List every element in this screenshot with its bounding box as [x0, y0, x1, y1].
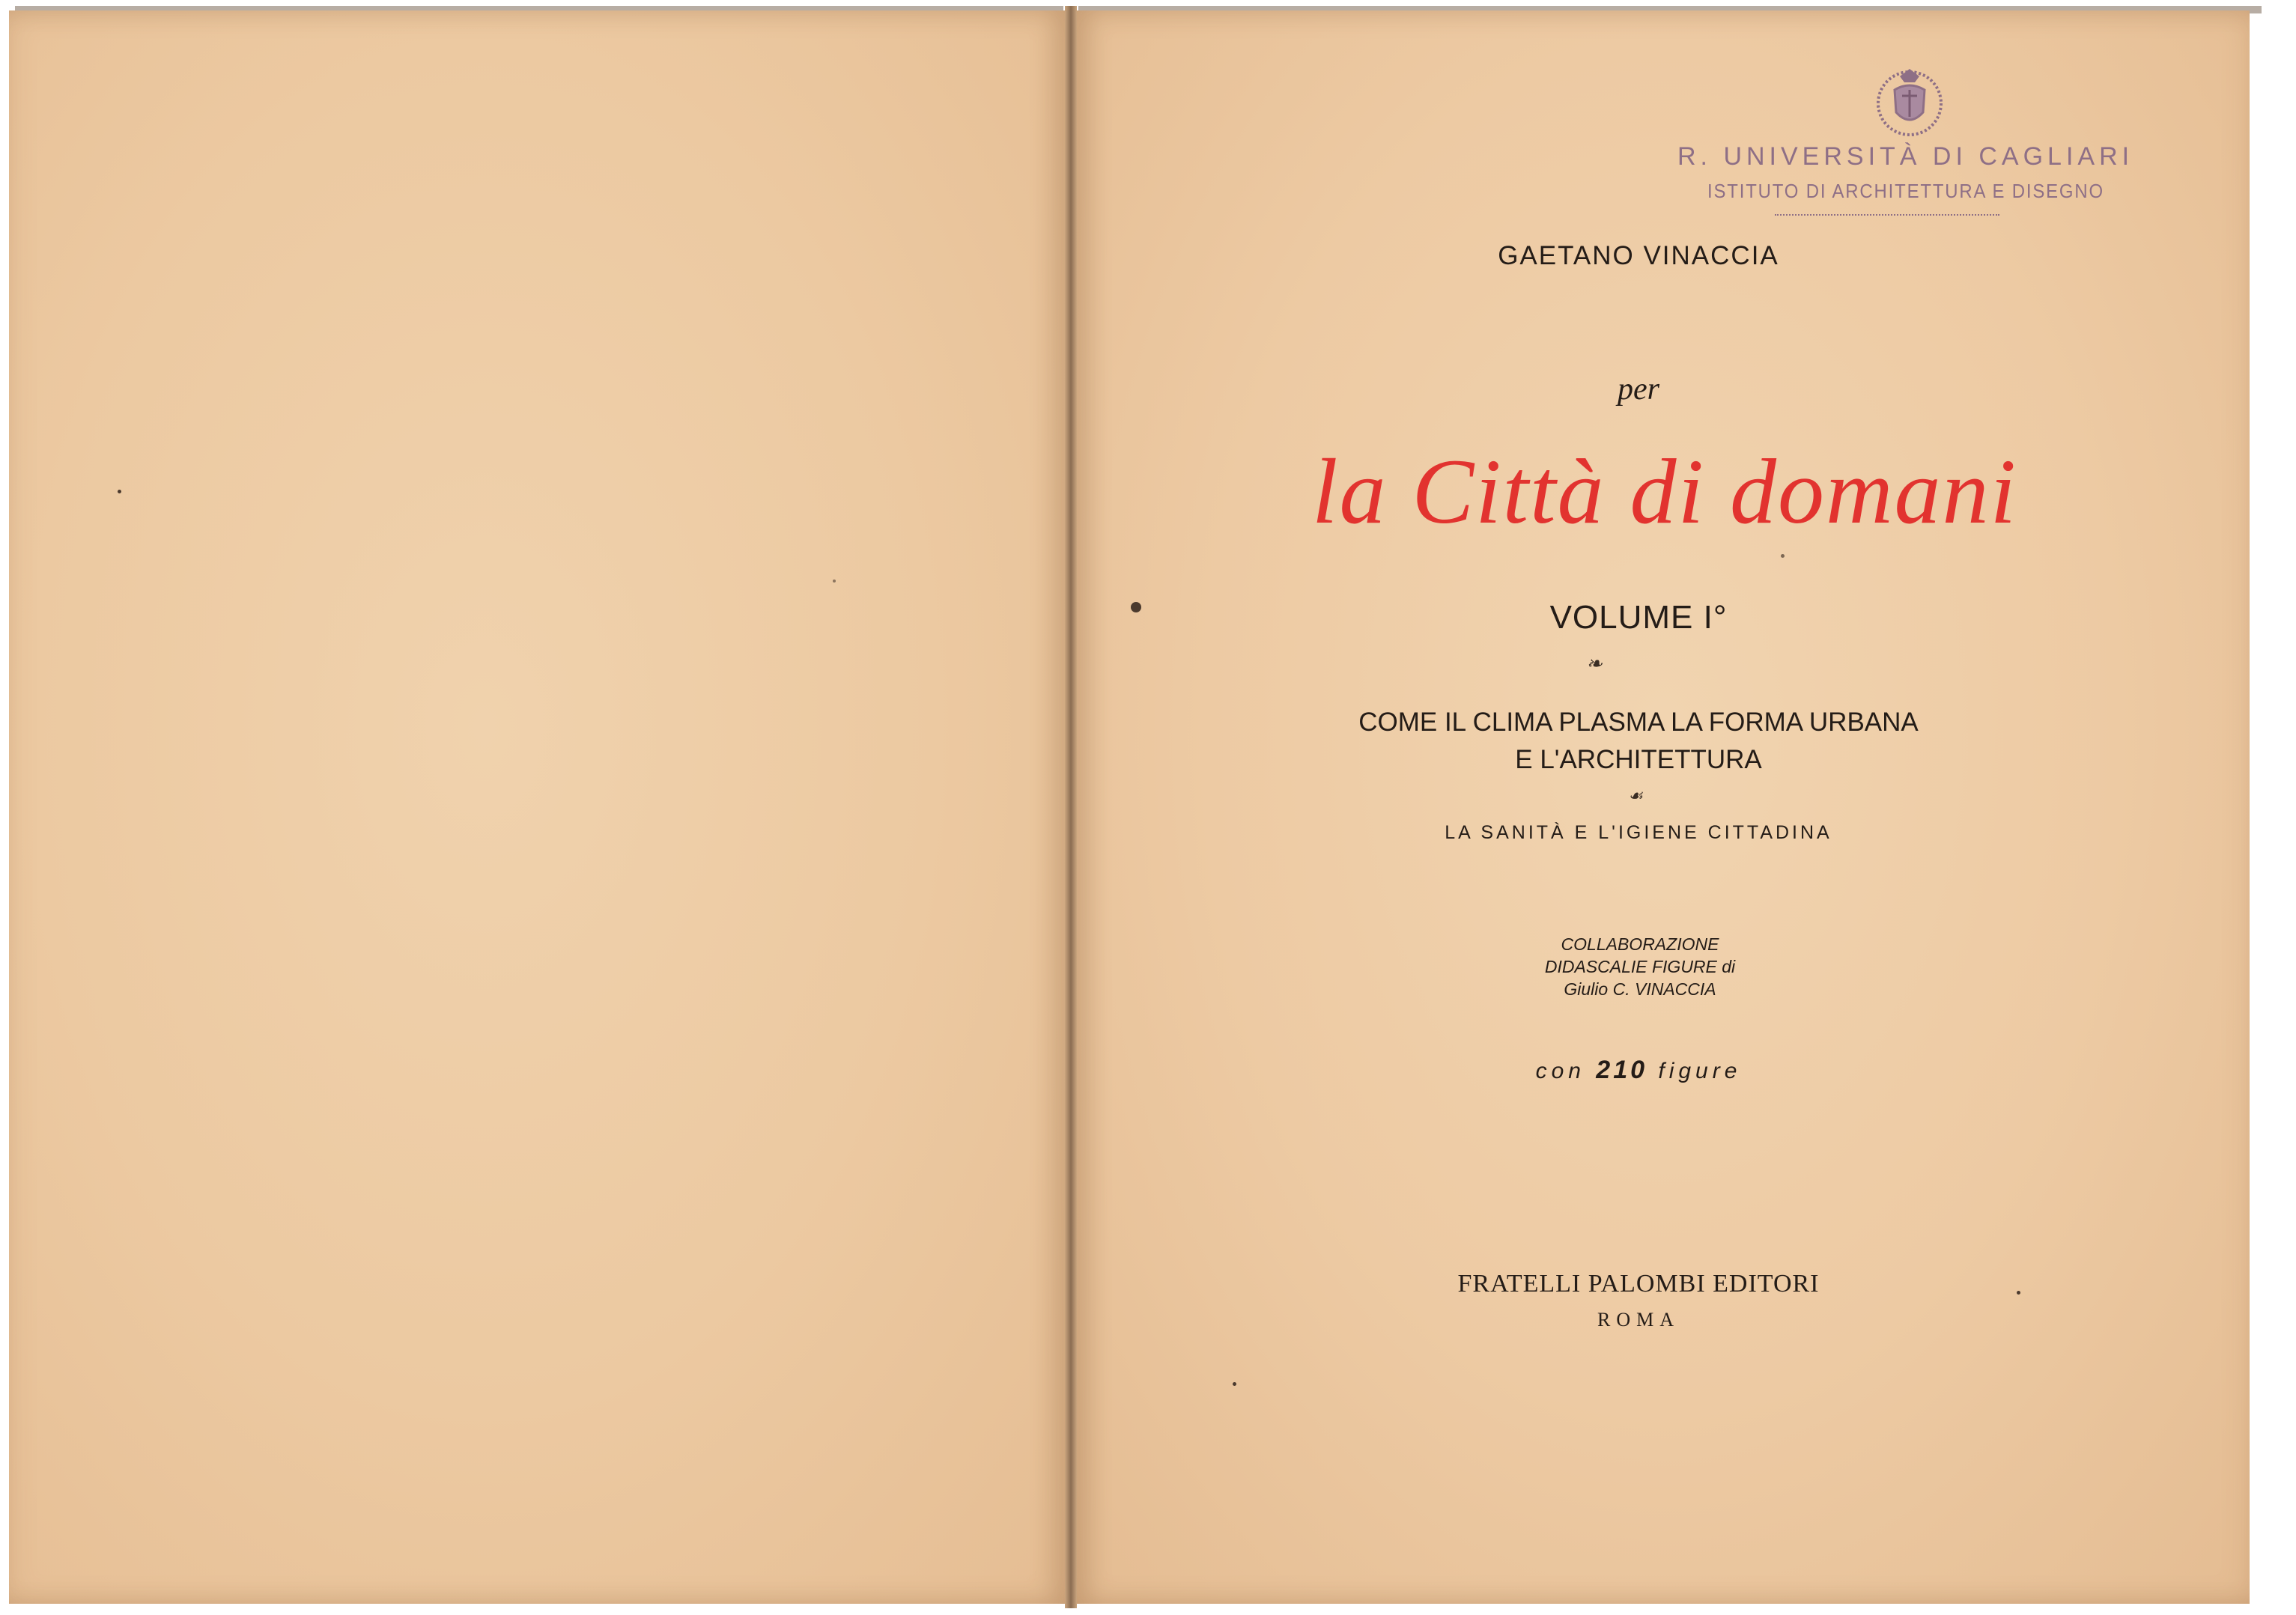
collab-line-2: DIDASCALIE FIGURE di	[1544, 957, 1736, 976]
stamp-institute-line: ISTITUTO DI ARCHITETTURA E DISEGNO	[1707, 180, 2104, 202]
figure-count-number: 210	[1596, 1056, 1648, 1084]
subtitle-line-1: COME IL CLIMA PLASMA LA FORMA URBANA	[1358, 708, 1919, 737]
publisher-name: FRATELLI PALOMBI EDITORI	[1457, 1270, 1820, 1298]
subtitle-line-2: E L'ARCHITETTURA	[1515, 745, 1762, 774]
collab-line-1: COLLABORAZIONE	[1561, 934, 1719, 954]
paper-speck	[1131, 602, 1141, 612]
paper-speck	[118, 490, 121, 493]
stamp-dotted-rule	[1775, 214, 1999, 216]
stamp-university-line: R. UNIVERSITÀ DI CAGLIARI	[1677, 142, 2134, 171]
figure-count-pre: con	[1535, 1059, 1585, 1083]
fleuron-ornament-icon: ❧	[1586, 653, 1603, 675]
left-blank-page	[9, 10, 1065, 1604]
library-stamp	[1670, 60, 2164, 225]
volume-label: VOLUME I°	[1549, 599, 1728, 636]
collab-line-3: Giulio C. VINACCIA	[1564, 979, 1716, 999]
paper-speck	[1233, 1382, 1236, 1386]
book-gutter	[1065, 6, 1077, 1608]
subtitle-block	[1227, 704, 2050, 779]
paper-speck	[1781, 554, 1785, 558]
figure-count-line	[1227, 1056, 2050, 1085]
paper-speck	[833, 580, 836, 583]
collaboration-credits	[1498, 933, 1782, 1000]
publisher-city: ROMA	[1597, 1309, 1680, 1330]
pre-title: per	[1618, 372, 1659, 407]
book-title: la Città di domani	[1312, 440, 2017, 543]
section-title: LA SANITÀ E L'IGIENE CITTADINA	[1445, 822, 1832, 843]
coat-of-arms-seal-icon	[1868, 60, 1951, 142]
fleuron-ornament-icon: ☙	[1628, 786, 1643, 805]
figure-count-post: figure	[1658, 1059, 1742, 1083]
author-name: GAETANO VINACCIA	[1498, 241, 1779, 270]
